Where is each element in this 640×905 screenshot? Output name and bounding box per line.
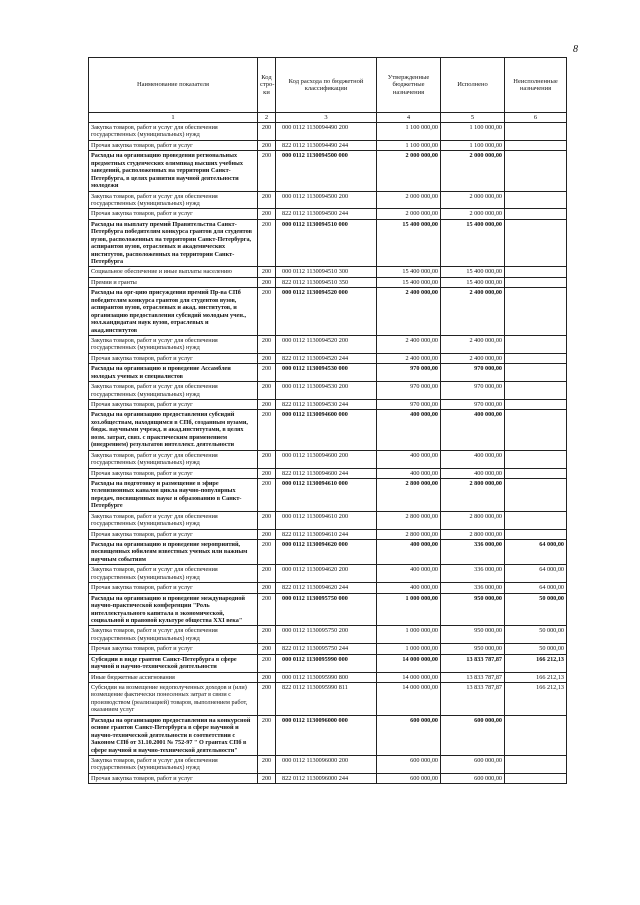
executed-amount-cell: 336 000,00 (441, 565, 505, 583)
executed-amount-cell: 1 100 000,00 (441, 140, 505, 150)
classifier-code-cell: 000 0112 1130094600 000 (276, 410, 377, 450)
classifier-code-cell: 000 0112 1130095990 800 (276, 672, 377, 682)
executed-amount-cell: 15 400 000,00 (441, 267, 505, 277)
approved-amount-cell: 2 400 000,00 (377, 335, 441, 353)
executed-amount-cell: 970 000,00 (441, 382, 505, 400)
unexecuted-amount-cell: 64 000,00 (505, 583, 567, 593)
table-row (89, 335, 567, 353)
column-number: 6 (505, 113, 567, 123)
unexecuted-amount-cell: 50 000,00 (505, 644, 567, 654)
classifier-code-cell: 822 0112 1130094620 244 (276, 583, 377, 593)
table-row (89, 478, 567, 511)
approved-amount-cell: 2 000 000,00 (377, 191, 441, 209)
table-row (89, 565, 567, 583)
classifier-code-cell: 822 0112 1130096000 244 (276, 773, 377, 783)
line-code-cell: 200 (258, 715, 276, 755)
executed-amount-cell: 400 000,00 (441, 468, 505, 478)
executed-amount-cell: 15 400 000,00 (441, 219, 505, 267)
line-code-cell: 200 (258, 540, 276, 565)
executed-amount-cell: 400 000,00 (441, 410, 505, 450)
classifier-code-cell: 822 0112 1130094520 244 (276, 353, 377, 363)
table-row (89, 382, 567, 400)
indicator-name-cell: Расходы на организацию и проведение мероприятий, посвященных юбилеям известных ученых или важным научным событиям (89, 540, 258, 565)
table-header-row (89, 58, 567, 113)
indicator-name-cell: Прочая закупка товаров, работ и услуг (89, 353, 258, 363)
approved-amount-cell: 400 000,00 (377, 565, 441, 583)
executed-amount-cell: 600 000,00 (441, 773, 505, 783)
unexecuted-amount-cell: 166 212,13 (505, 654, 567, 672)
unexecuted-amount-cell (505, 191, 567, 209)
executed-amount-cell: 1 100 000,00 (441, 123, 505, 141)
indicator-name-cell: Прочая закупка товаров, работ и услуг (89, 400, 258, 410)
executed-amount-cell: 600 000,00 (441, 755, 505, 773)
table-row (89, 773, 567, 783)
unexecuted-amount-cell (505, 353, 567, 363)
classifier-code-cell: 000 0112 1130096000 000 (276, 715, 377, 755)
unexecuted-amount-cell (505, 773, 567, 783)
line-code-cell: 200 (258, 583, 276, 593)
table-row (89, 400, 567, 410)
executed-amount-cell: 2 000 000,00 (441, 151, 505, 191)
classifier-code-cell: 000 0112 1130095750 000 (276, 593, 377, 626)
table-body (89, 123, 567, 784)
line-code-cell: 200 (258, 288, 276, 336)
executed-amount-cell: 13 833 787,87 (441, 654, 505, 672)
executed-amount-cell: 2 400 000,00 (441, 335, 505, 353)
classifier-code-cell: 000 0112 1130094530 000 (276, 364, 377, 382)
executed-amount-cell: 950 000,00 (441, 644, 505, 654)
executed-amount-cell: 2 000 000,00 (441, 209, 505, 219)
approved-amount-cell: 14 000 000,00 (377, 683, 441, 716)
line-code-cell: 200 (258, 644, 276, 654)
table-row (89, 529, 567, 539)
header-approved: Утвержденные бюджетные назначения (377, 58, 441, 113)
unexecuted-amount-cell (505, 715, 567, 755)
header-indicator-name: Наименование показателя (89, 58, 258, 113)
approved-amount-cell: 14 000 000,00 (377, 654, 441, 672)
executed-amount-cell: 2 400 000,00 (441, 288, 505, 336)
classifier-code-cell: 822 0112 1130095990 811 (276, 683, 377, 716)
approved-amount-cell: 2 000 000,00 (377, 151, 441, 191)
unexecuted-amount-cell: 64 000,00 (505, 540, 567, 565)
line-code-cell: 200 (258, 672, 276, 682)
indicator-name-cell: Прочая закупка товаров, работ и услуг (89, 140, 258, 150)
classifier-code-cell: 000 0112 1130094500 200 (276, 191, 377, 209)
table-row (89, 626, 567, 644)
classifier-code-cell: 000 0112 1130095990 000 (276, 654, 377, 672)
indicator-name-cell: Прочая закупка товаров, работ и услуг (89, 209, 258, 219)
unexecuted-amount-cell (505, 151, 567, 191)
approved-amount-cell: 15 400 000,00 (377, 277, 441, 287)
approved-amount-cell: 600 000,00 (377, 755, 441, 773)
indicator-name-cell: Расходы на подготовку и размещение в эфире телевизионных каналов цикла научно-популярных передач, посвященных науке и образованию в Санкт-Петербурге (89, 478, 258, 511)
indicator-name-cell: Прочая закупка товаров, работ и услуг (89, 468, 258, 478)
table-row (89, 755, 567, 773)
table-row (89, 654, 567, 672)
table-row (89, 123, 567, 141)
line-code-cell: 200 (258, 400, 276, 410)
executed-amount-cell: 400 000,00 (441, 450, 505, 468)
unexecuted-amount-cell (505, 478, 567, 511)
table-row (89, 583, 567, 593)
unexecuted-amount-cell: 64 000,00 (505, 565, 567, 583)
approved-amount-cell: 2 000 000,00 (377, 209, 441, 219)
approved-amount-cell: 970 000,00 (377, 364, 441, 382)
table-row (89, 191, 567, 209)
line-code-cell: 200 (258, 626, 276, 644)
line-code-cell: 200 (258, 410, 276, 450)
approved-amount-cell: 970 000,00 (377, 382, 441, 400)
line-code-cell: 200 (258, 209, 276, 219)
classifier-code-cell: 000 0112 1130094620 000 (276, 540, 377, 565)
approved-amount-cell: 1 000 000,00 (377, 626, 441, 644)
unexecuted-amount-cell (505, 382, 567, 400)
executed-amount-cell: 15 400 000,00 (441, 277, 505, 287)
line-code-cell: 200 (258, 683, 276, 716)
executed-amount-cell: 970 000,00 (441, 400, 505, 410)
line-code-cell: 200 (258, 267, 276, 277)
classifier-code-cell: 000 0112 1130095750 200 (276, 626, 377, 644)
unexecuted-amount-cell (505, 267, 567, 277)
approved-amount-cell: 2 800 000,00 (377, 478, 441, 511)
line-code-cell: 200 (258, 450, 276, 468)
indicator-name-cell: Расходы на организацию и проведение международной научно-практической конференции "Роль интеллектуального капитала в экономической, социальной и правовой культуре общества XXI века" (89, 593, 258, 626)
unexecuted-amount-cell (505, 468, 567, 478)
table-row (89, 468, 567, 478)
header-budget-classifier: Код расхода по бюджетной классификации (276, 58, 377, 113)
table-row (89, 410, 567, 450)
line-code-cell: 200 (258, 593, 276, 626)
unexecuted-amount-cell: 50 000,00 (505, 593, 567, 626)
table-row (89, 593, 567, 626)
indicator-name-cell: Прочая закупка товаров, работ и услуг (89, 773, 258, 783)
approved-amount-cell: 400 000,00 (377, 583, 441, 593)
unexecuted-amount-cell (505, 450, 567, 468)
classifier-code-cell: 000 0112 1130094620 200 (276, 565, 377, 583)
line-code-cell: 200 (258, 151, 276, 191)
unexecuted-amount-cell (505, 410, 567, 450)
indicator-name-cell: Закупка товаров, работ и услуг для обеспечения государственных (муниципальных) нужд (89, 755, 258, 773)
header-unexecuted: Неисполненные назначения (505, 58, 567, 113)
table-row (89, 540, 567, 565)
approved-amount-cell: 400 000,00 (377, 450, 441, 468)
classifier-code-cell: 000 0112 1130094520 000 (276, 288, 377, 336)
indicator-name-cell: Расходы на выплату премий Правительства Санкт-Петербурга победителям конкурса грантов для студентов вузов, расположенных на территории Санкт-Петербурга, аспирантов вузов, отраслевых и академических институтов, расположенных на территории Санкт-Петербурга (89, 219, 258, 267)
unexecuted-amount-cell (505, 209, 567, 219)
indicator-name-cell: Закупка товаров, работ и услуг для обеспечения государственных (муниципальных) нужд (89, 382, 258, 400)
line-code-cell: 200 (258, 773, 276, 783)
line-code-cell: 200 (258, 364, 276, 382)
table-row (89, 277, 567, 287)
indicator-name-cell: Иные бюджетные ассигнования (89, 672, 258, 682)
executed-amount-cell: 13 833 787,87 (441, 683, 505, 716)
unexecuted-amount-cell (505, 123, 567, 141)
line-code-cell: 200 (258, 219, 276, 267)
indicator-name-cell: Закупка товаров, работ и услуг для обеспечения государственных (муниципальных) нужд (89, 565, 258, 583)
column-number-row (89, 113, 567, 123)
header-executed: Исполнено (441, 58, 505, 113)
column-number: 2 (258, 113, 276, 123)
unexecuted-amount-cell: 50 000,00 (505, 626, 567, 644)
executed-amount-cell: 600 000,00 (441, 715, 505, 755)
indicator-name-cell: Расходы на организацию предоставления на конкурсной основе грантов Санкт-Петербурга в сфере научной и научно-технической деятельности в соответствии с Законом СПб от 31.10.2001 № 752-97 " О грантах СПб в сфере научной и научно-технической деятельности" (89, 715, 258, 755)
approved-amount-cell: 600 000,00 (377, 773, 441, 783)
classifier-code-cell: 822 0112 1130094530 244 (276, 400, 377, 410)
column-number: 3 (276, 113, 377, 123)
table-row (89, 353, 567, 363)
executed-amount-cell: 336 000,00 (441, 583, 505, 593)
classifier-code-cell: 822 0112 1130094610 244 (276, 529, 377, 539)
indicator-name-cell: Закупка товаров, работ и услуг для обеспечения государственных (муниципальных) нужд (89, 123, 258, 141)
indicator-name-cell: Расходы на организацию предоставления субсидий хоз.обществам, находящимся в СПб, созданным вузами, бюдж. научными учрежд. и акад.институтами, в целях возм. затрат, связ. с практическим применением (внедрением) результатов интеллект. деятельности (89, 410, 258, 450)
unexecuted-amount-cell (505, 288, 567, 336)
column-number: 5 (441, 113, 505, 123)
classifier-code-cell: 000 0112 1130094520 200 (276, 335, 377, 353)
line-code-cell: 200 (258, 565, 276, 583)
classifier-code-cell: 000 0112 1130094510 300 (276, 267, 377, 277)
unexecuted-amount-cell (505, 335, 567, 353)
column-number: 4 (377, 113, 441, 123)
unexecuted-amount-cell (505, 400, 567, 410)
classifier-code-cell: 000 0112 1130094500 000 (276, 151, 377, 191)
classifier-code-cell: 000 0112 1130094530 200 (276, 382, 377, 400)
approved-amount-cell: 1 100 000,00 (377, 140, 441, 150)
unexecuted-amount-cell (505, 364, 567, 382)
table-row (89, 644, 567, 654)
line-code-cell: 200 (258, 191, 276, 209)
unexecuted-amount-cell: 166 212,13 (505, 683, 567, 716)
indicator-name-cell: Социальное обеспечение и иные выплаты населению (89, 267, 258, 277)
classifier-code-cell: 822 0112 1130094500 244 (276, 209, 377, 219)
line-code-cell: 200 (258, 353, 276, 363)
executed-amount-cell: 950 000,00 (441, 626, 505, 644)
executed-amount-cell: 2 000 000,00 (441, 191, 505, 209)
classifier-code-cell: 000 0112 1130094490 200 (276, 123, 377, 141)
classifier-code-cell: 000 0112 1130094610 200 (276, 511, 377, 529)
approved-amount-cell: 2 800 000,00 (377, 511, 441, 529)
indicator-name-cell: Расходы на организацию проведения региональных предметных студенческих олимпиад высших учебных заведений, расположенных на территории Санкт-Петербурга, в целях развития научной деятельности молодежи (89, 151, 258, 191)
table-row (89, 267, 567, 277)
table-row (89, 450, 567, 468)
classifier-code-cell: 000 0112 1130096000 200 (276, 755, 377, 773)
table-row (89, 511, 567, 529)
indicator-name-cell: Расходы на орг-цию присуждения премий Пр-ва СПб победителям конкурса грантов для студентов вузов, аспирантов вузов, отраслевых и акад. институтов, и организацию предоставления субсидий молодым учен., мол.кандидатам наук вузов, отраслевых и акад.институтов (89, 288, 258, 336)
classifier-code-cell: 000 0112 1130094510 000 (276, 219, 377, 267)
indicator-name-cell: Прочая закупка товаров, работ и услуг (89, 644, 258, 654)
approved-amount-cell: 400 000,00 (377, 410, 441, 450)
line-code-cell: 200 (258, 654, 276, 672)
approved-amount-cell: 2 800 000,00 (377, 529, 441, 539)
unexecuted-amount-cell: 166 212,13 (505, 672, 567, 682)
table-row (89, 151, 567, 191)
approved-amount-cell: 14 000 000,00 (377, 672, 441, 682)
classifier-code-cell: 822 0112 1130094600 244 (276, 468, 377, 478)
line-code-cell: 200 (258, 277, 276, 287)
indicator-name-cell: Субсидии на возмещение недополученных доходов и (или) возмещение фактически понесенных затрат в связи с производством (реализацией) товаров, выполнением работ, оказанием услуг (89, 683, 258, 716)
line-code-cell: 200 (258, 140, 276, 150)
executed-amount-cell: 2 800 000,00 (441, 478, 505, 511)
approved-amount-cell: 600 000,00 (377, 715, 441, 755)
line-code-cell: 200 (258, 511, 276, 529)
classifier-code-cell: 000 0112 1130094600 200 (276, 450, 377, 468)
table-row (89, 209, 567, 219)
executed-amount-cell: 2 800 000,00 (441, 529, 505, 539)
executed-amount-cell: 970 000,00 (441, 364, 505, 382)
line-code-cell: 200 (258, 468, 276, 478)
table-row (89, 219, 567, 267)
line-code-cell: 200 (258, 382, 276, 400)
executed-amount-cell: 2 400 000,00 (441, 353, 505, 363)
classifier-code-cell: 822 0112 1130095750 244 (276, 644, 377, 654)
indicator-name-cell: Закупка товаров, работ и услуг для обеспечения государственных (муниципальных) нужд (89, 450, 258, 468)
line-code-cell: 200 (258, 123, 276, 141)
indicator-name-cell: Прочая закупка товаров, работ и услуг (89, 529, 258, 539)
column-number: 1 (89, 113, 258, 123)
indicator-name-cell: Расходы на организацию и проведение Ассамблеи молодых ученых и специалистов (89, 364, 258, 382)
unexecuted-amount-cell (505, 277, 567, 287)
line-code-cell: 200 (258, 755, 276, 773)
table-row (89, 683, 567, 716)
indicator-name-cell: Закупка товаров, работ и услуг для обеспечения государственных (муниципальных) нужд (89, 191, 258, 209)
header-line-code: Код стро-ки (258, 58, 276, 113)
unexecuted-amount-cell (505, 529, 567, 539)
indicator-name-cell: Прочая закупка товаров, работ и услуг (89, 583, 258, 593)
line-code-cell: 200 (258, 335, 276, 353)
table-row (89, 715, 567, 755)
executed-amount-cell: 336 000,00 (441, 540, 505, 565)
classifier-code-cell: 000 0112 1130094610 000 (276, 478, 377, 511)
table-row (89, 288, 567, 336)
indicator-name-cell: Премии и гранты (89, 277, 258, 287)
line-code-cell: 200 (258, 478, 276, 511)
unexecuted-amount-cell (505, 511, 567, 529)
indicator-name-cell: Субсидии в виде грантов Санкт-Петербурга в сфере научной и научно-технической деятельности (89, 654, 258, 672)
table-row (89, 364, 567, 382)
approved-amount-cell: 15 400 000,00 (377, 267, 441, 277)
executed-amount-cell: 13 833 787,87 (441, 672, 505, 682)
indicator-name-cell: Закупка товаров, работ и услуг для обеспечения государственных (муниципальных) нужд (89, 511, 258, 529)
budget-execution-table (88, 57, 567, 784)
table-row (89, 672, 567, 682)
approved-amount-cell: 15 400 000,00 (377, 219, 441, 267)
executed-amount-cell: 950 000,00 (441, 593, 505, 626)
executed-amount-cell: 2 800 000,00 (441, 511, 505, 529)
approved-amount-cell: 970 000,00 (377, 400, 441, 410)
unexecuted-amount-cell (505, 755, 567, 773)
unexecuted-amount-cell (505, 219, 567, 267)
approved-amount-cell: 2 400 000,00 (377, 353, 441, 363)
approved-amount-cell: 1 000 000,00 (377, 593, 441, 626)
approved-amount-cell: 400 000,00 (377, 468, 441, 478)
page-number: 8 (573, 44, 578, 55)
table-row (89, 140, 567, 150)
line-code-cell: 200 (258, 529, 276, 539)
classifier-code-cell: 822 0112 1130094510 350 (276, 277, 377, 287)
indicator-name-cell: Закупка товаров, работ и услуг для обеспечения государственных (муниципальных) нужд (89, 626, 258, 644)
approved-amount-cell: 1 000 000,00 (377, 644, 441, 654)
approved-amount-cell: 400 000,00 (377, 540, 441, 565)
approved-amount-cell: 1 100 000,00 (377, 123, 441, 141)
unexecuted-amount-cell (505, 140, 567, 150)
approved-amount-cell: 2 400 000,00 (377, 288, 441, 336)
indicator-name-cell: Закупка товаров, работ и услуг для обеспечения государственных (муниципальных) нужд (89, 335, 258, 353)
classifier-code-cell: 822 0112 1130094490 244 (276, 140, 377, 150)
